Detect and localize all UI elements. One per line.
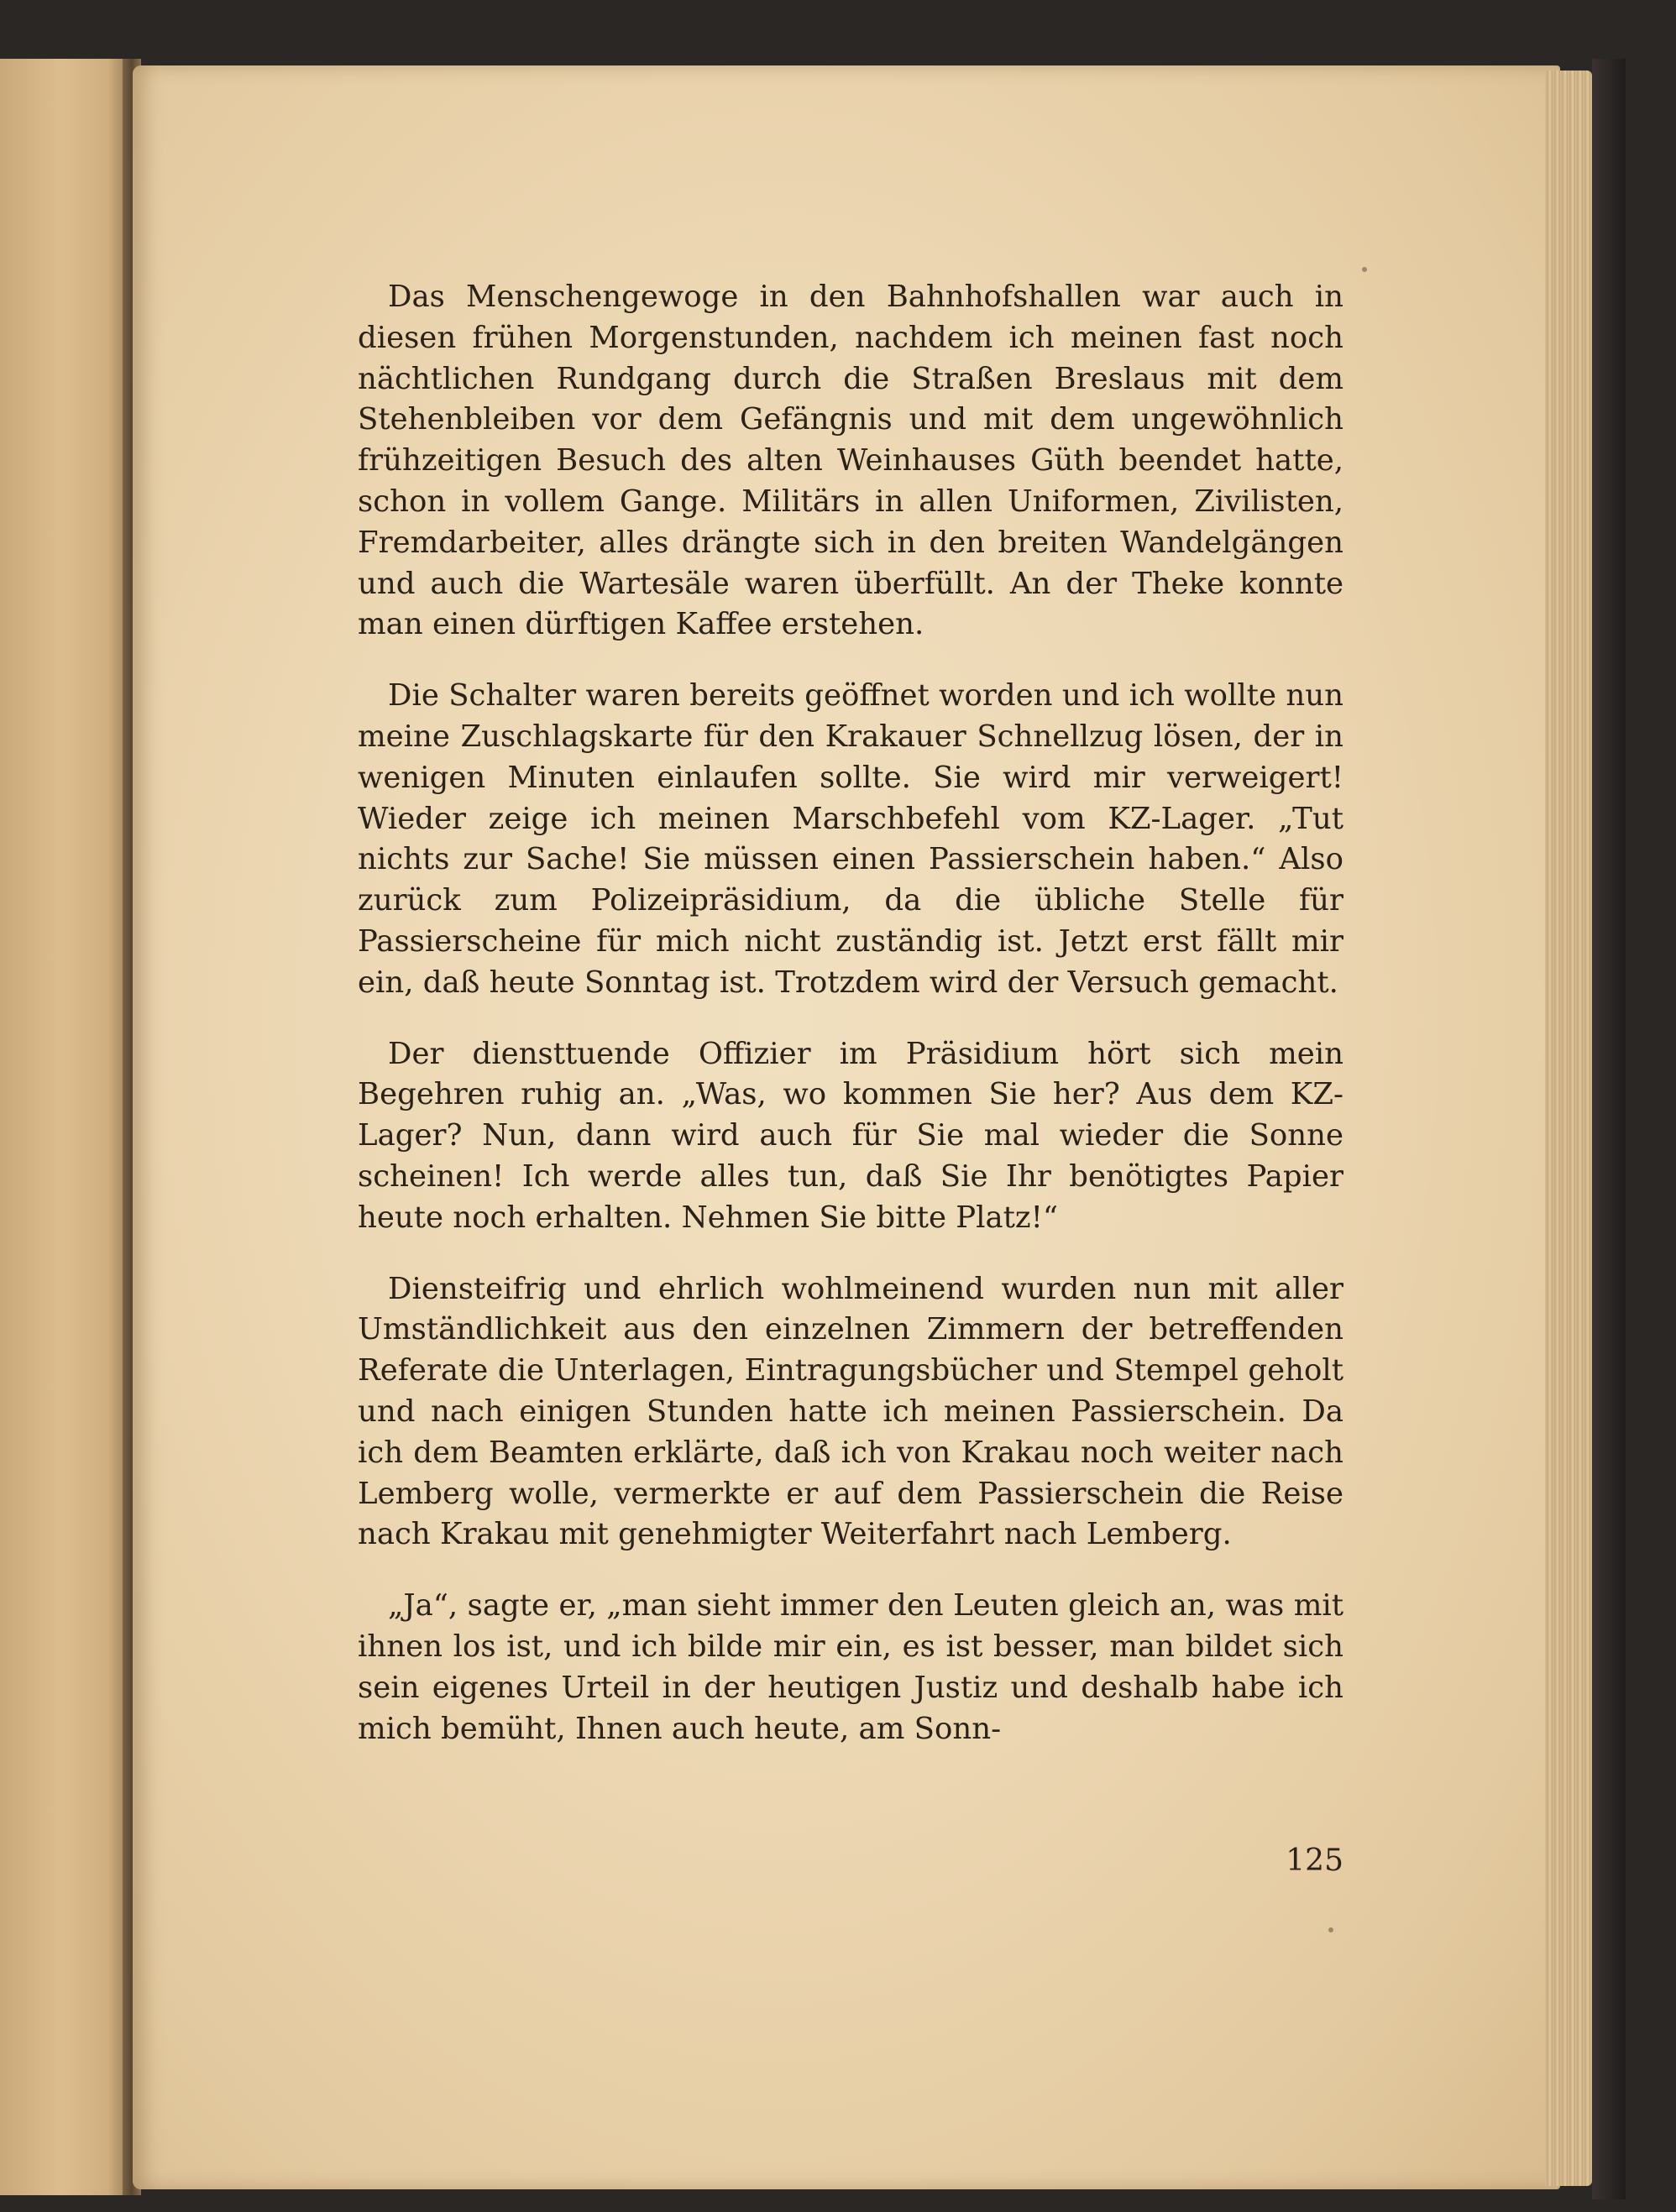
body-text bbox=[358, 277, 1343, 1780]
paper-speck bbox=[1328, 1927, 1333, 1932]
page-edge-stack bbox=[1545, 71, 1592, 2186]
left-page-edge bbox=[0, 59, 134, 2195]
paragraph-3: Der diensttuende Offizier im Präsidium hört sich mein Begehren ruhig an. „Was, wo kommen Sie her? Aus dem KZ-Lager? Nun, dann wird auch für Sie mal wieder die Sonne scheinen! Ich werde alles tun, daß Sie Ihr benötigtes Papier heute noch erhalten. Nehmen Sie bitte Platz!“ bbox=[358, 1036, 1343, 1235]
paragraph-4: Diensteifrig und ehrlich wohlmeinend wurden nun mit aller Umständlichkeit aus den einzelnen Zimmern der betreffenden Referate die Unterlagen, Eintragungsbücher und Stempel geholt und nach einigen Stunden hatte ich meinen Passierschein. Da ich dem Beamten erklärte, daß ich von Krakau noch weiter nach Lemberg wolle, vermerkte er auf dem Passierschein die Reise nach Krakau mit genehmigter Weiterfahrt nach Lemberg. bbox=[358, 1271, 1343, 1552]
paper-speck bbox=[1362, 267, 1367, 272]
paragraph-2: Die Schalter waren bereits geöffnet worden und ich wollte nun meine Zuschlagskarte für den Krakauer Schnellzug lösen, der in wenigen Minuten einlaufen sollte. Sie wird mir verweigert! Wieder zeige ich meinen Marschbefehl vom KZ-Lager. „Tut nichts zur Sache! Sie müssen einen Passierschein haben.“ Also zurück zum Polizeipräsidium, da die übliche Stelle für Passierscheine für mich nicht zuständig ist. Jetzt erst fällt mir ein, daß heute Sonntag ist. Trotzdem wird der Versuch gemacht. bbox=[358, 678, 1343, 1000]
paragraph-5: „Ja“, sagte er, „man sieht immer den Leuten gleich an, was mit ihnen los ist, und ich bilde mir ein, es ist besser, man bildet sich sein eigenes Urteil in der heutigen Justiz und deshalb habe ich mich bemüht, Ihnen auch heute, am Sonn- bbox=[358, 1588, 1343, 1746]
paragraph-1: Das Menschengewoge in den Bahnhofshallen war auch in diesen frühen Morgenstunden, nachdem ich meinen fast noch nächtlichen Rundgang durch die Straßen Breslaus mit dem Stehenbleiben vor dem Gefängnis und mit dem ungewöhnlich frühzeitigen Besuch des alten Weinhauses Güth beendet hatte, schon in vollem Gange. Militärs in allen Uniformen, Zivilisten, Fremdarbeiter, alles drängte sich in den breiten Wandelgängen und auch die Wartesäle waren überfüllt. An der Theke konnte man einen dürftigen Kaffee erstehen. bbox=[358, 280, 1343, 642]
page-number: 125 bbox=[1286, 1843, 1343, 1878]
right-background-shadow bbox=[1592, 59, 1626, 2199]
